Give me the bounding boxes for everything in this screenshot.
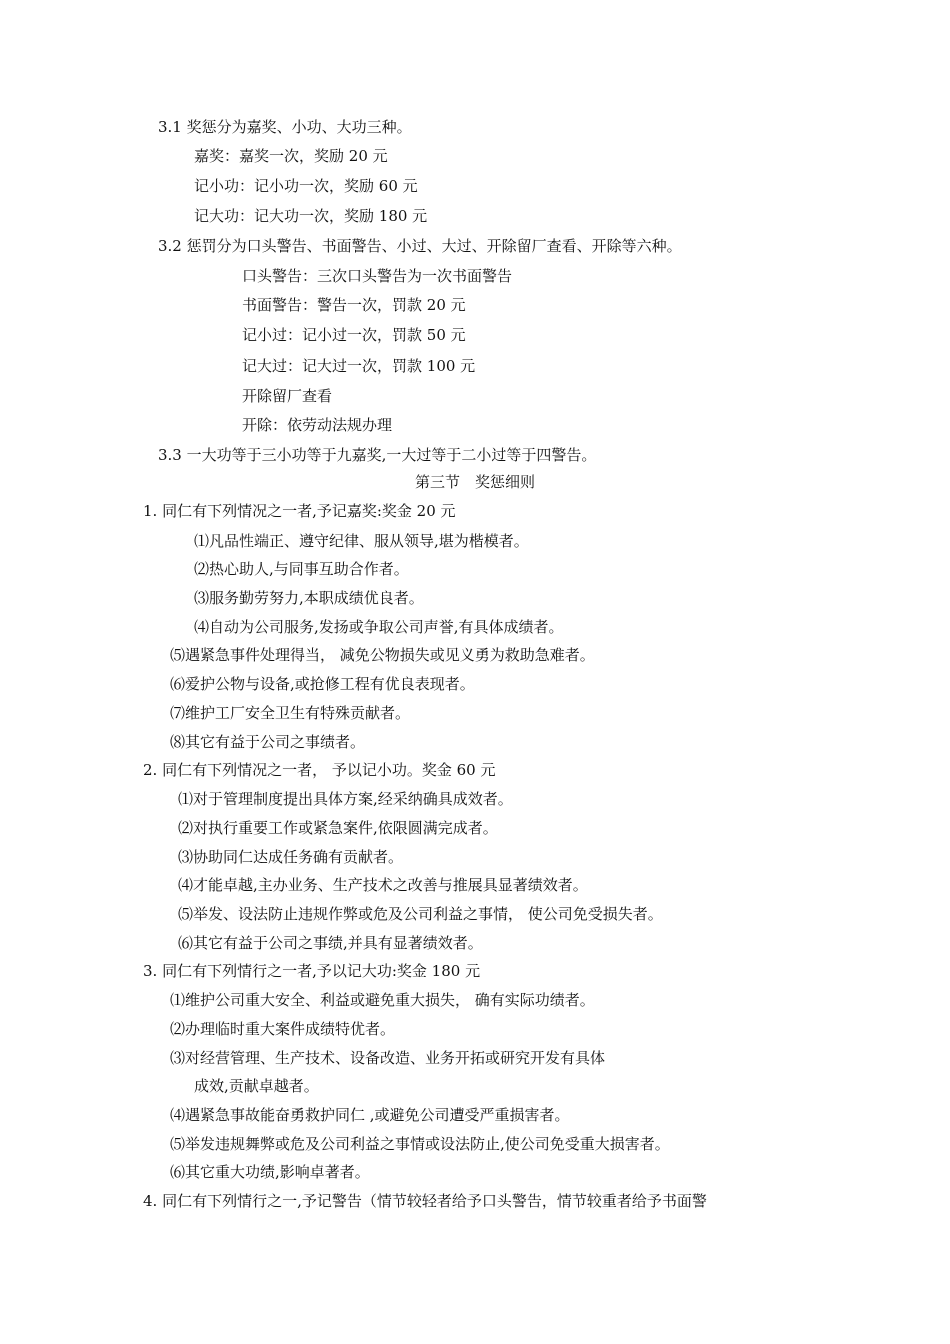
rule-3-item-continuation: 成效,贡献卓越者。 xyxy=(194,1077,319,1095)
rule-3-heading: 3. 同仁有下列情行之一者,予以记大功:奖金 180 元 xyxy=(143,962,481,980)
reward-item: 嘉奖：嘉奖一次，奖励 20 元 xyxy=(194,147,388,165)
rule-2-item: ⑵对执行重要工作或紧急案件,依限圆满完成者。 xyxy=(178,819,498,837)
rule-1-item: ⑷自动为公司服务,发扬或争取公司声誉,有具体成绩者。 xyxy=(194,618,564,636)
penalty-item: 口头警告：三次口头警告为一次书面警告 xyxy=(242,267,513,285)
rule-1-heading: 1. 同仁有下列情况之一者,予记嘉奖:奖金 20 元 xyxy=(143,502,456,520)
rule-1-item: ⑹爱护公物与设备,或抢修工程有优良表现者。 xyxy=(170,675,475,693)
penalty-item: 记大过：记大过一次，罚款 100 元 xyxy=(242,357,476,375)
rule-3-item: ⑵办理临时重大案件成绩特优者。 xyxy=(170,1020,396,1038)
penalty-item: 开除留厂查看 xyxy=(242,387,333,405)
rule-1-item: ⑺维护工厂安全卫生有特殊贡献者。 xyxy=(170,704,411,722)
section-3-1-heading: 3.1 奖惩分为嘉奖、小功、大功三种。 xyxy=(158,118,412,136)
reward-item: 记小功：记小功一次，奖励 60 元 xyxy=(194,177,418,195)
rule-2-heading: 2. 同仁有下列情况之一者， 予以记小功。奖金 60 元 xyxy=(143,761,496,779)
rule-1-item: ⑵热心助人,与同事互助合作者。 xyxy=(194,560,409,578)
rule-1-item: ⑸遇紧急事件处理得当， 减免公物损失或见义勇为救助急难者。 xyxy=(170,646,595,664)
rule-3-item: ⑸举发违规舞弊或危及公司利益之事情或设法防止,使公司免受重大损害者。 xyxy=(170,1135,670,1153)
rule-2-item: ⑹其它有益于公司之事绩,并具有显著绩效者。 xyxy=(178,934,483,952)
rule-4-heading: 4. 同仁有下列情行之一,予记警告（情节较轻者给予口头警告，情节较重者给予书面警 xyxy=(143,1192,707,1210)
section-3-3-text: 3.3 一大功等于三小功等于九嘉奖,一大过等于二小过等于四警告。 xyxy=(158,446,597,464)
rule-2-item: ⑶协助同仁达成任务确有贡献者。 xyxy=(178,848,404,866)
rule-2-item: ⑷才能卓越,主办业务、生产技术之改善与推展具显著绩效者。 xyxy=(178,876,588,894)
penalty-item: 开除：依劳动法规办理 xyxy=(242,416,393,434)
rule-3-item: ⑹其它重大功绩,影响卓著者。 xyxy=(170,1163,370,1181)
rule-1-item: ⑻其它有益于公司之事绩者。 xyxy=(170,733,366,751)
rule-3-item: ⑴维护公司重大安全、利益或避免重大损失， 确有实际功绩者。 xyxy=(170,991,595,1009)
rule-1-item: ⑶服务勤劳努力,本职成绩优良者。 xyxy=(194,589,424,607)
rule-3-item: ⑷遇紧急事故能奋勇救护同仁 ,或避免公司遭受严重损害者。 xyxy=(170,1106,570,1124)
rule-2-item: ⑴对于管理制度提出具体方案,经采纳确具成效者。 xyxy=(178,790,513,808)
penalty-item: 书面警告：警告一次，罚款 20 元 xyxy=(242,296,466,314)
rule-2-item: ⑸举发、设法防止违规作弊或危及公司利益之事情， 使公司免受损失者。 xyxy=(178,905,663,923)
reward-item: 记大功：记大功一次，奖励 180 元 xyxy=(194,207,428,225)
penalty-item: 记小过：记小过一次，罚款 50 元 xyxy=(242,326,466,344)
section-title: 第三节 奖惩细则 xyxy=(414,473,535,491)
rule-3-item: ⑶对经营管理、生产技术、设备改造、业务开拓或研究开发有具体 xyxy=(170,1049,606,1067)
rule-1-item: ⑴凡品性端正、遵守纪律、服从领导,堪为楷模者。 xyxy=(194,532,529,550)
section-3-2-heading: 3.2 惩罚分为口头警告、书面警告、小过、大过、开除留厂查看、开除等六种。 xyxy=(158,237,682,255)
